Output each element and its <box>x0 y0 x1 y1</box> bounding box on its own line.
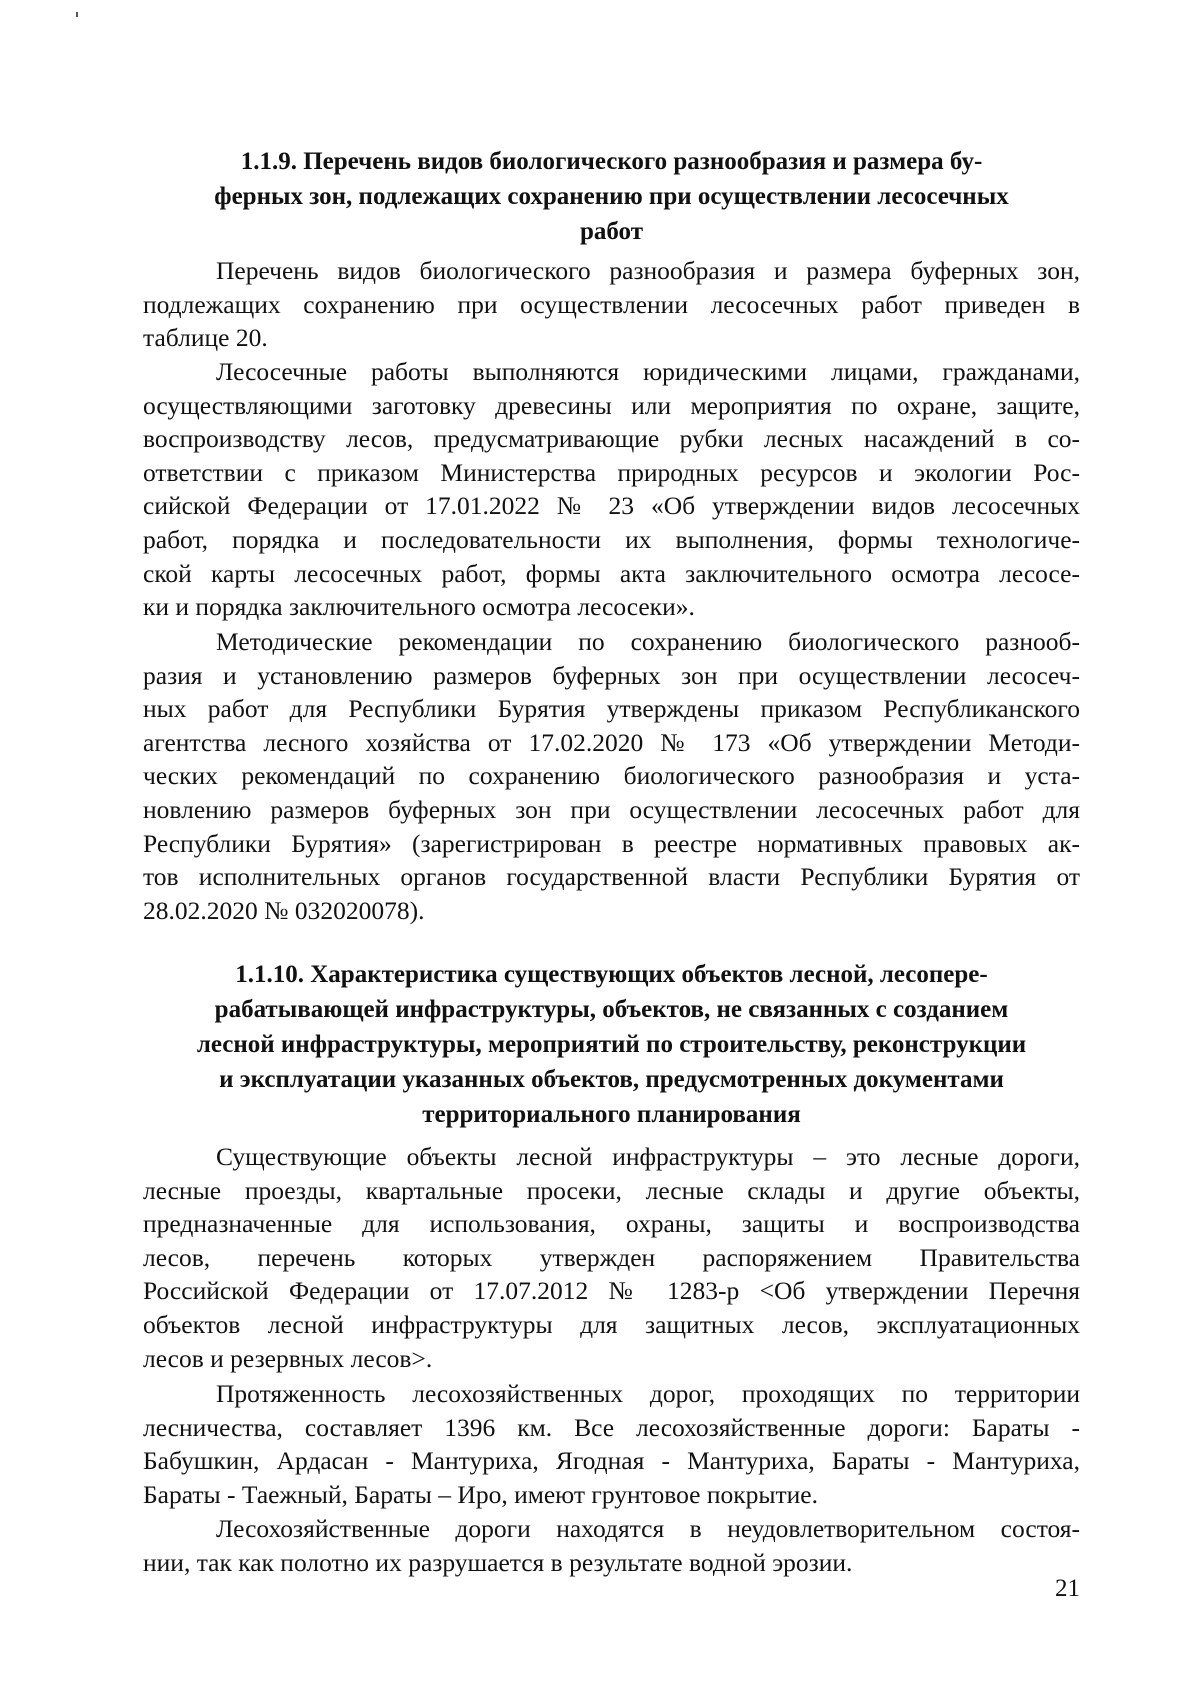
paragraph-line: 28.02.2020 № 032020078). <box>143 895 425 925</box>
paragraph-line: Бабушкин, Ардасан - Мантуриха, Ягодная - Мантуриха, Бараты - Мантуриха, <box>143 1446 1080 1476</box>
paragraph-line: нии, так как полотно их разрушается в результате водной эрозии. <box>143 1547 853 1577</box>
heading-line: ферных зон, подлежащих сохранению при осуществлении лесосечных <box>214 183 1009 210</box>
paragraph-line: лесов и резервных лесов>. <box>143 1343 433 1373</box>
paragraph-line: таблице 20. <box>143 323 268 353</box>
paragraph-line: Методические рекомендации по сохранению биологического разнооб- <box>216 627 1080 656</box>
paragraph-line: агентства лесного хозяйства от 17.02.2020 № 173 «Об утверждении Методи- <box>143 727 1080 757</box>
paragraph-line: Лесохозяйственные дороги находятся в неудовлетворительном состоя- <box>216 1514 1080 1543</box>
paragraph-line: работ, порядка и последовательности их выполнения, формы технологиче- <box>143 524 1080 554</box>
paragraph-line: лесные проезды, квартальные просеки, лесные склады и другие объекты, <box>143 1175 1080 1205</box>
paragraph-line: объектов лесной инфраструктуры для защитных лесов, эксплуатационных <box>143 1309 1080 1339</box>
paragraph-road-condition <box>143 1512 1080 1579</box>
paragraph-line: Бараты - Таежный, Бараты – Иро, имеют грунтовое покрытие. <box>143 1479 819 1509</box>
paragraph-line: Лесосечные работы выполняются юридическими лицами, гражданами, <box>216 357 1080 386</box>
paragraph-line: ответствии с приказом Министерства природных ресурсов и экологии Рос- <box>143 457 1080 487</box>
paragraph-line: воспроизводству лесов, предусматривающие рубки лесных насаждений в со- <box>143 424 1080 454</box>
paragraph-line: Существующие объекты лесной инфраструктуры – это лесные дороги, <box>216 1142 1080 1171</box>
paragraph-logging-works <box>143 355 1080 624</box>
paragraph-line: Протяженность лесохозяйственных дорог, проходящих по территории <box>216 1379 1080 1408</box>
heading-line: 1.1.9. Перечень видов биологического разнообразия и размера бу- <box>240 148 983 175</box>
heading-line: работ <box>579 218 644 245</box>
heading-line: 1.1.10. Характеристика существующих объектов лесной, лесопере- <box>235 961 988 988</box>
heading-line: рабатывающей инфраструктуры, объектов, не связанных с созданием <box>214 996 1009 1023</box>
section-heading-1-1-9 <box>143 144 1080 249</box>
paragraph-line: ных работ для Республики Бурятия утверждены приказом Республиканского <box>143 694 1080 724</box>
heading-line: и эксплуатации указанных объектов, предусмотренных документами <box>219 1066 1004 1093</box>
scan-artifact-mark <box>76 12 78 17</box>
paragraph-line: ческих рекомендаций по сохранению биологического разнообразия и уста- <box>143 761 1080 791</box>
paragraph-line: Российской Федерации от 17.07.2012 № 1283-р <Об утверждении Перечня <box>143 1276 1080 1306</box>
paragraph-existing-infrastructure <box>143 1140 1080 1375</box>
heading-line: территориального планирования <box>422 1101 801 1128</box>
section-heading-1-1-10 <box>143 957 1080 1132</box>
paragraph-line: тов исполнительных органов государственной власти Республики Бурятия от <box>143 862 1080 892</box>
paragraph-line: Республики Бурятия» (зарегистрирован в реестре нормативных правовых ак- <box>143 828 1080 858</box>
paragraph-line: Перечень видов биологического разнообразия и размера буферных зон, <box>216 256 1080 285</box>
paragraph-line: лесничества, составляет 1396 км. Все лесохозяйственные дороги: Бараты - <box>143 1412 1080 1442</box>
paragraph-line: осуществляющими заготовку древесины или мероприятия по охране, защите, <box>143 390 1080 420</box>
paragraph-line: предназначенные для использования, охраны, защиты и воспроизводства <box>143 1209 1080 1239</box>
paragraph-line: новлению размеров буферных зон при осуществлении лесосечных работ для <box>143 794 1080 824</box>
paragraph-line: подлежащих сохранению при осуществлении лесосечных работ приведен в <box>143 289 1080 319</box>
paragraph-line: ки и порядка заключительного осмотра лесосеки». <box>143 592 695 622</box>
paragraph-road-length <box>143 1377 1080 1511</box>
heading-line: лесной инфраструктуры, мероприятий по строительству, реконструкции <box>196 1031 1027 1058</box>
paragraph-line: ской карты лесосечных работ, формы акта заключительного осмотра лесосе- <box>143 558 1080 588</box>
paragraph-line: лесов, перечень которых утвержден распоряжением Правительства <box>143 1242 1080 1272</box>
paragraph-line: разия и установлению размеров буферных зон при осуществлении лесосеч- <box>143 660 1080 690</box>
paragraph-biodiversity-intro <box>143 254 1080 355</box>
paragraph-methodical-recommendations <box>143 625 1080 927</box>
paragraph-line: сийской Федерации от 17.01.2022 № 23 «Об утверждении видов лесосечных <box>143 491 1080 521</box>
page-number: 21 <box>1055 1575 1080 1602</box>
